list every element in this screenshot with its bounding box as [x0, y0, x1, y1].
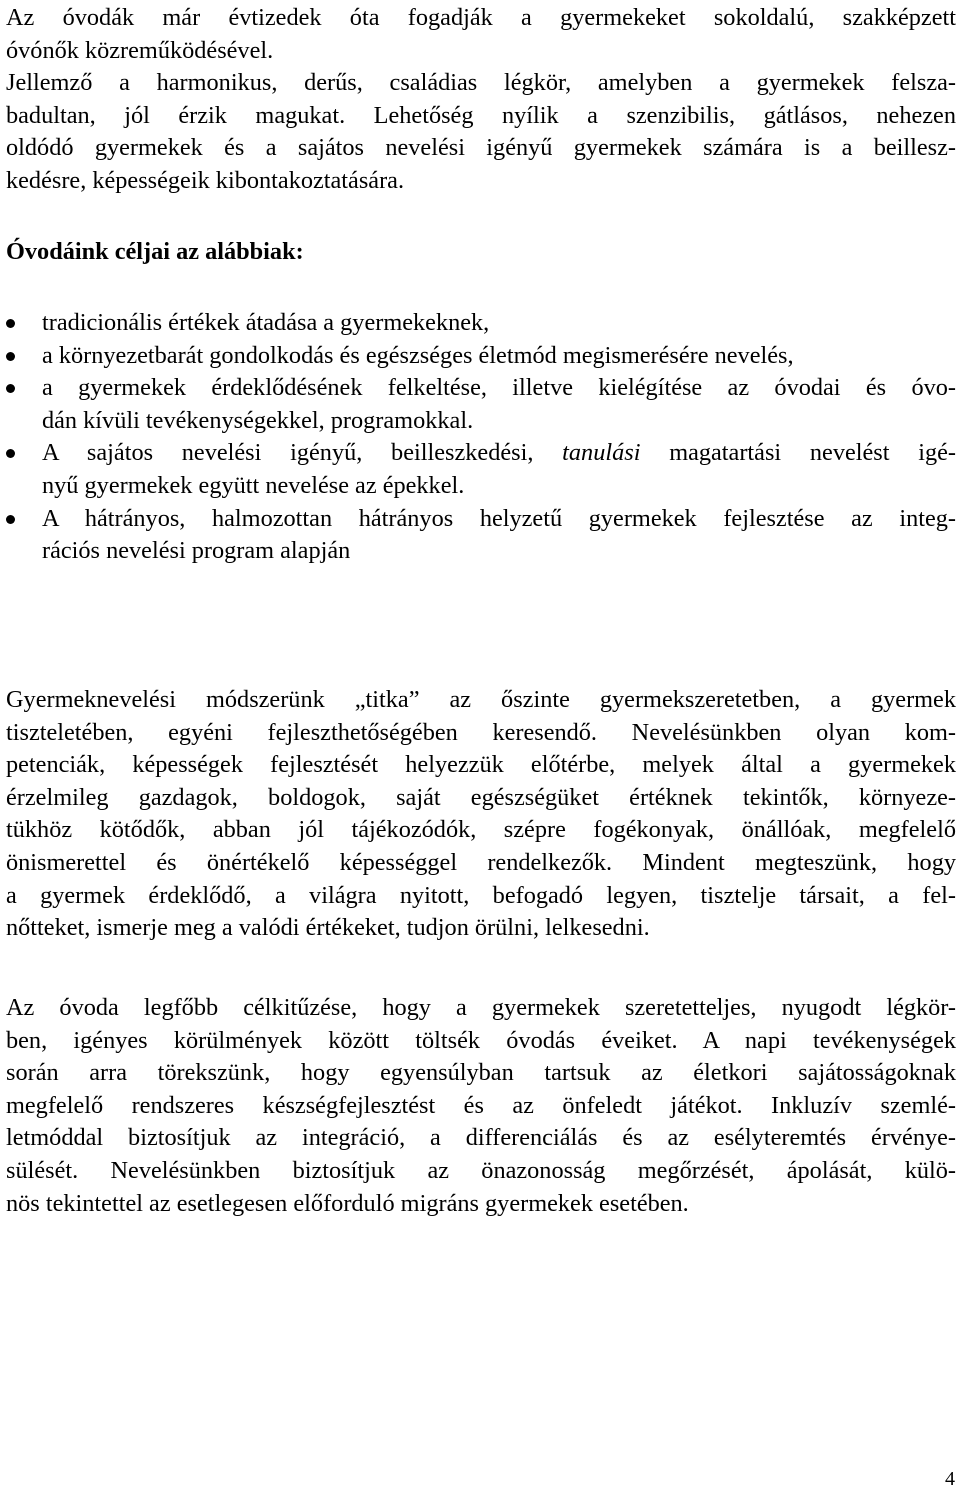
- intro-paragraph: [6, 2, 956, 198]
- methods-line: a gyermek érdeklődő, a világra nyitott, befogadó legyen, tisztelje társait, a fel-: [6, 881, 956, 909]
- methods-line: nőtteket, ismerje meg a valódi értékeket, tudjon örülni, lelkesedni.: [6, 914, 650, 942]
- aims-line: Az óvoda legfőbb célkitűzése, hogy a gyermekek szeretetteljes, nyugodt légkör-: [6, 994, 956, 1021]
- methods-line: érzelmileg gazdagok, boldogok, saját egészségüket értéknek tekintők, környeze-: [6, 783, 956, 811]
- aims-line: sülését. Nevelésünkben biztosítjuk az önazonosság megőrzését, ápolását, külö-: [6, 1156, 956, 1184]
- goal-text: a gyermekek érdeklődésének felkeltése, illetve kielégítése az óvodai és óvo-: [42, 374, 956, 402]
- goal-text-mixed: [42, 437, 956, 470]
- aims-line: nös tekintettel az esetlegesen előforduló migráns gyermekek esetében.: [6, 1189, 689, 1217]
- goal-text: dán kívüli tevékenységekkel, programokkal.: [42, 406, 474, 434]
- goal-text-italic: tanulási: [562, 439, 641, 467]
- goal-list-item: [6, 503, 956, 568]
- intro-line: oldódó gyermekek és a sajátos nevelési igényű gyermekek számára is a beillesz-: [6, 134, 956, 162]
- intro-line: Jellemző a harmonikus, derűs, családias légkör, amelyben a gyermekek felsza-: [6, 69, 956, 97]
- goal-list-item: [6, 340, 956, 373]
- intro-line: Az óvodák már évtizedek óta fogadják a gyermekeket sokoldalú, szakképzett: [6, 4, 956, 31]
- intro-line: badultan, jól érzik magukat. Lehetőség nyílik a szenzibilis, gátlásos, nehezen: [6, 101, 956, 129]
- goal-text: A hátrányos, halmozottan hátrányos helyzetű gyermekek fejlesztése az integ-: [42, 504, 956, 532]
- goal-text-part: A sajátos nevelési igényű, beilleszkedési,: [42, 439, 534, 467]
- bullet-icon: [6, 449, 15, 458]
- methods-line: tükhöz kötődők, abban jól tájékozódók, szépre fogékonyak, önállóak, megfelelő: [6, 816, 956, 844]
- methods-line: tiszteletében, egyéni fejleszthetőségében keresendő. Nevelésünkben olyan kom-: [6, 718, 956, 746]
- goals-list: [6, 307, 956, 568]
- bullet-icon: [6, 352, 15, 361]
- goal-text: a környezetbarát gondolkodás és egészséges életmód megismerésére nevelés,: [42, 341, 794, 369]
- aims-line: letmóddal biztosítjuk az integráció, a differenciálás és az esélyteremtés érvénye-: [6, 1124, 956, 1152]
- aims-line: megfelelő rendszeres készségfejlesztést és az önfeledt játékot. Inkluzív szemlé-: [6, 1091, 956, 1119]
- page-number: 4: [945, 1468, 955, 1490]
- goal-list-item: [6, 307, 956, 340]
- goal-text: rációs nevelési program alapján: [42, 537, 351, 565]
- goal-list-item: [6, 372, 956, 437]
- goal-text: nyű gyermekek együtt nevelése az épekkel.: [42, 471, 465, 499]
- bullet-icon: [6, 515, 15, 524]
- methods-paragraph: [6, 684, 956, 945]
- goal-text: tradicionális értékek átadása a gyermekeknek,: [42, 309, 490, 336]
- intro-line: kedésre, képességeik kibontakoztatására.: [6, 166, 405, 194]
- aims-line: ben, igényes körülmények között töltsék óvodás éveiket. A napi tevékenységek: [6, 1026, 956, 1054]
- aims-line: során arra törekszünk, hogy egyensúlyban tartsuk az életkori sajátosságoknak: [6, 1059, 956, 1087]
- methods-line: önismerettel és önértékelő képességgel rendelkezők. Mindent megteszünk, hogy: [6, 848, 956, 876]
- methods-line: petenciák, képességek fejlesztését helyezzük előtérbe, melyek által a gyermekek: [6, 751, 956, 779]
- goal-text-part: magatartási nevelést igé-: [669, 439, 957, 467]
- methods-line: Gyermeknevelési módszerünk „titka” az őszinte gyermekszeretetben, a gyermek: [6, 686, 956, 713]
- intro-line: óvónők közreműködésével.: [6, 36, 274, 64]
- goal-list-item: [6, 437, 956, 502]
- goals-heading: Óvodáink céljai az alábbiak:: [6, 238, 304, 265]
- aims-paragraph: [6, 992, 956, 1220]
- bullet-icon: [6, 319, 15, 328]
- bullet-icon: [6, 384, 15, 393]
